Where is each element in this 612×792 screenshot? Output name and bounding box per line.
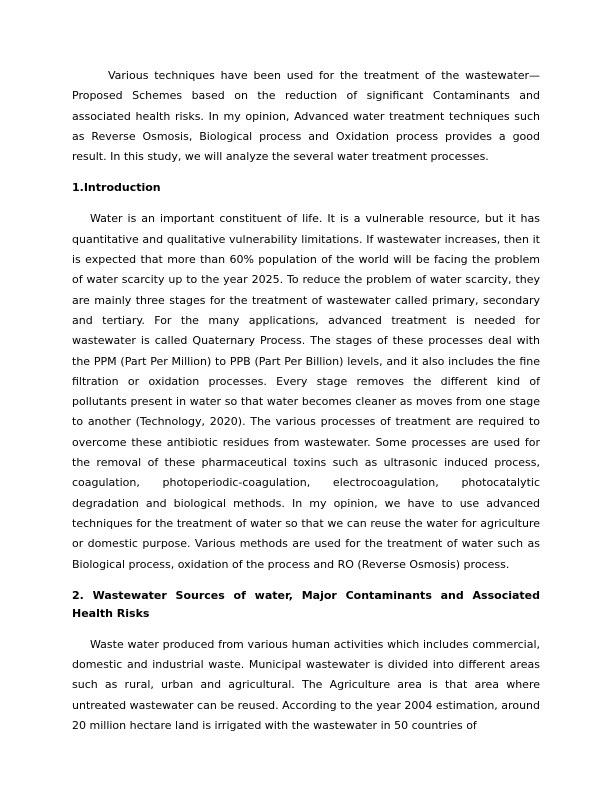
section-2-paragraph: Waste water produced from various human activities which includes commercial, domestic and industrial waste. Municipal wastewater is divided into different areas such as rural, urban and agricultural. The Agriculture area is that area where untreated wastewater can be reused. According to the year 2004 estimation, around 20 million hectare land is irrigated with the wastewater in 50 countries of [72,637,540,733]
abstract-paragraph: Various techniques have been used for the treatment of the wastewater—Proposed Schemes based on the reduction of significant Contaminants and associated health risks. In my opinion, Advanced water treatment techniques such as Reverse Osmosis, Biological process and Oxidation process provides a good result. In this study, we will analyze the several water treatment processes. [72,69,540,164]
section-1-paragraph: Water is an important constituent of life. It is a vulnerable resource, but it has quantitative and qualitative vulnerability limitations. If wastewater increases, then it is expected that more than 60% population of the world will be facing the problem of water scarcity up to the year 2025. To reduce the problem of water scarcity, they are mainly three stages for the treatment of wastewater called primary, secondary and tertiary. For the many applications, advanced treatment is needed for wastewater is called Quaternary Process. The stages of these processes deal with the PPM (Part Per Million) to PPB (Part Per Billion) levels, and it also includes the fine filtration or oxidation processes. Every stage removes the different kind of pollutants present in water so that water becomes cleaner as moves from one stage to another (Technology, 2020). The various processes of treatment are required to overcome these antibiotic residues from wastewater. Some processes are used for the removal of these pharmaceutical toxins such as ultrasonic induced process, coagulation, photoperiodic-coagulation, electrocoagulation, photocatalytic degradation and biological methods. In my opinion, we have to use advanced techniques for the treatment of water so that we can reuse the water for agriculture or domestic purpose. Various methods are used for the treatment of water such as Biological process, oxidation of the process and RO (Reverse Osmosis) process. [72,212,540,571]
document-page [72,66,540,736]
section-1-heading: 1.Introduction [72,181,161,195]
section-2-heading: 2. Wastewater Sources of water, Major Contaminants and Associated Health Risks [72,588,540,620]
